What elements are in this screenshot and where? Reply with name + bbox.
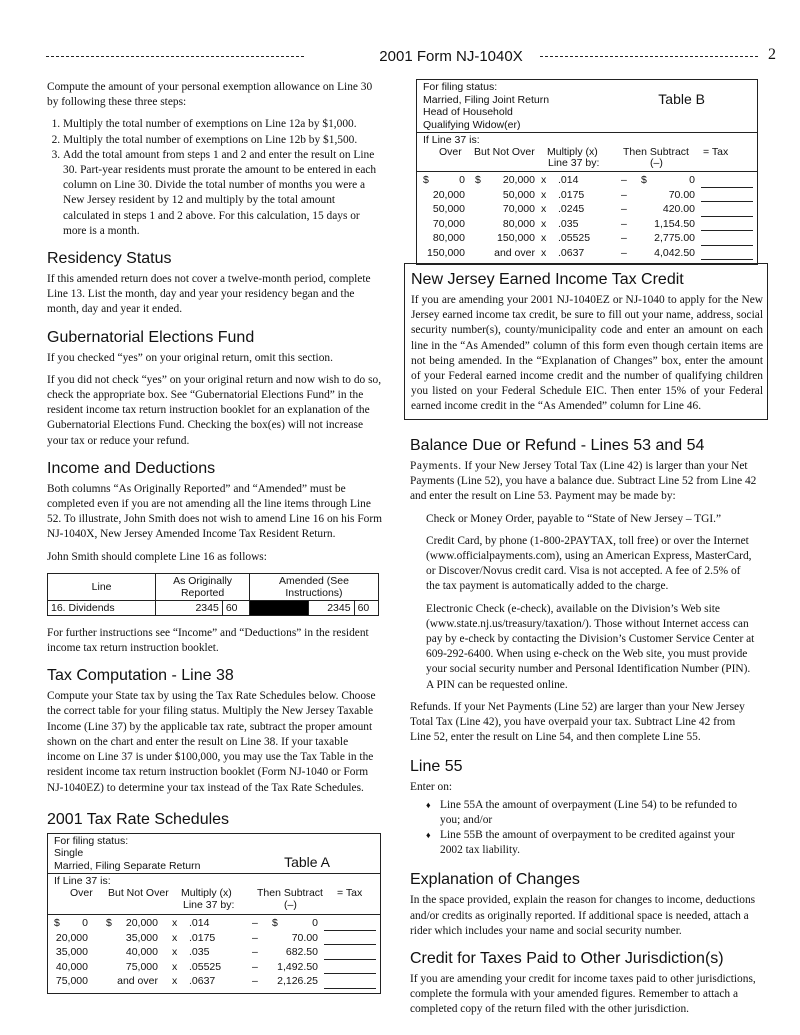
rate-value: .0245: [558, 203, 585, 216]
multiply-sign: x: [172, 975, 178, 988]
line37-header: Line 37 by:: [548, 157, 600, 170]
rate-value: .0175: [189, 931, 216, 944]
multiply-sign: x: [541, 203, 547, 216]
filing-status-label: For filing status:: [54, 834, 129, 847]
rate-row: [417, 218, 757, 233]
payments-paragraph: [410, 459, 757, 505]
explanation-text: In the space provided, explain the reason for changes to income, deductions and/or credits as originally reported. If additional space is needed, attach a rider which includes your name and social security number.: [410, 894, 756, 937]
filing-status: Qualifying Widow(er): [423, 118, 521, 131]
table-b-rows: [417, 172, 757, 264]
subtract-header: Then Subtract: [257, 887, 323, 900]
gubernatorial-heading: Gubernatorial Elections Fund: [47, 328, 255, 346]
left-column: [47, 80, 382, 994]
table-a-rows: [48, 915, 380, 993]
not-over-value: 70,000: [502, 203, 535, 216]
residency-text: If this amended return does not cover a twelve-month period, complete Line 13. List the month, day and year your residency began and the month, day and year it ended.: [47, 273, 371, 316]
tax-entry-line: [701, 216, 753, 217]
tax-entry-line: [324, 973, 376, 974]
income-p1: Both columns “As Originally Reported” and “Amended” must be completed even if you are not amending all the line items through Line 52. To illustrate, John Smith does not wish to amend Line 16 on his Form NJ-1040X, New Jersey Amended Income Tax Resident Return.: [47, 482, 383, 541]
col-amended-header: Amended (See Instructions): [249, 573, 378, 600]
rate-value: .0175: [558, 188, 585, 201]
tax-entry-line: [701, 245, 753, 246]
credit-card-paragraph: [410, 534, 757, 595]
over-value: 0: [82, 917, 88, 930]
rate-value: .014: [558, 174, 579, 187]
over-header: Over: [439, 146, 462, 159]
tax-entry-line: [324, 959, 376, 960]
minus-sign: –: [621, 246, 627, 259]
eitc-box: [404, 263, 768, 420]
tax-entry-line: [701, 187, 753, 188]
row-label: 16. Dividends: [48, 600, 156, 615]
multiply-header: Multiply (x): [547, 146, 598, 159]
line55-heading: Line 55: [410, 758, 463, 776]
income-heading: Income and Deductions: [47, 459, 216, 477]
rate-row: [48, 917, 380, 932]
filing-status: Single: [54, 847, 84, 860]
subtract-value: 0: [312, 917, 318, 930]
tax-header: = Tax: [337, 887, 363, 900]
schedules-heading: 2001 Tax Rate Schedules: [47, 810, 230, 828]
rate-value: .05525: [558, 232, 591, 245]
if-line-label: If Line 37 is:: [54, 875, 111, 888]
eitc-text: If you are amending your 2001 NJ-1040EZ or NJ-1040 to apply for the New Jersey earned income tax credit, be sure to fill out your name, address, social security number(s), county/municipality code and enter an amount on each line in the “As Amended” column of this form even though certain items are not being amended. In the “Explanation of Changes” box, enter the amount of your Federal earned income credit and the number of qualifying children you listed on your Federal Schedule EIC. Then enter 15% of your Federal earned income credit in the “As Amended” column for Line 46.: [411, 294, 763, 413]
filing-status: Married, Filing Separate Return: [54, 859, 201, 872]
over-value: 20,000: [55, 931, 88, 944]
minus-sign: –: [252, 917, 258, 930]
multiply-sign: x: [541, 174, 547, 187]
tax-header: = Tax: [703, 146, 729, 159]
subtract-value: 70.00: [291, 931, 318, 944]
subtract-value: 1,154.50: [654, 217, 695, 230]
rate-row: [417, 247, 757, 262]
not-over-value: and over: [117, 975, 158, 988]
income-p3: For further instructions see “Income” and “Deductions” in the resident income tax return instruction booklet.: [47, 626, 369, 655]
tax-entry-line: [324, 988, 376, 989]
exemption-step: 2. Multiply the total number of exemptions on Line 12b by $1,500.: [63, 133, 382, 148]
over-value: 70,000: [432, 217, 465, 230]
rate-value: .0637: [558, 246, 585, 259]
table-a-col-headers: [48, 874, 380, 915]
rate-row: [417, 189, 757, 204]
refunds-lead: Refunds.: [410, 700, 451, 713]
income-p2: John Smith should complete Line 16 as follows:: [47, 550, 267, 563]
orig-cents: 60: [222, 600, 249, 615]
col-line-header: Line: [48, 573, 156, 600]
over-value: 40,000: [55, 960, 88, 973]
line55-intro: Enter on:: [410, 781, 453, 794]
residency-heading: Residency Status: [47, 250, 172, 268]
subtract-header: Then Subtract: [623, 146, 689, 159]
multiply-sign: x: [172, 917, 178, 930]
tax-table-b: [416, 79, 758, 265]
rate-row: [48, 932, 380, 947]
filing-status: Head of Household: [423, 106, 513, 119]
subtract-value: 4,042.50: [654, 246, 695, 259]
over-value: 50,000: [432, 203, 465, 216]
rate-value: .035: [189, 946, 210, 959]
check-text: , payable to “State of New Jersey – TGI.”: [531, 512, 722, 525]
tax-entry-line: [701, 230, 753, 231]
subtract-value: 70.00: [668, 188, 695, 201]
tax-entry-line: [701, 201, 753, 202]
rate-row: [48, 946, 380, 961]
echeck-text: (e-check), available on the Division’s Web site (www.state.nj.us/treasury/taxation/). Those without Internet access can pay by e-check by contacting the Division’s Customer Service Center at 609-292-6400. When using e-check on the Web site, you must provide your social security number and Personal Identification Number (PIN). A PIN can be requested online.: [426, 602, 755, 691]
minus-sign: –: [621, 217, 627, 230]
not-over-value: 20,000: [502, 174, 535, 187]
multiply-sign: x: [172, 960, 178, 973]
if-line-label: If Line 37 is:: [423, 134, 480, 147]
exemption-step: 3. Add the total amount from steps 1 and 2 and enter the result on Line 30. Part-year residents must prorate the amount to be entered in each column on Line 30. Divide the total number of months you were a New Jersey resident by 12 and multiply by the total amount calculated in steps 1 and 2 above. For this calculation, 15 days or more is a month.: [63, 148, 382, 239]
rate-row: [417, 174, 757, 189]
minus-header: (–): [650, 157, 663, 170]
amended-cents: 60: [354, 600, 378, 615]
multiply-sign: x: [172, 931, 178, 944]
over-value: 75,000: [55, 975, 88, 988]
dollar-sign: $: [106, 917, 112, 930]
filing-status: Married, Filing Joint Return: [423, 93, 550, 106]
subtract-value: 2,775.00: [654, 232, 695, 245]
tax-table-a: [47, 833, 381, 994]
multiply-sign: x: [541, 188, 547, 201]
gubernatorial-p2: If you did not check “yes” on your original return and now wish to do so, check the appropriate box. See “Gubernatorial Elections Fund” in the resident income tax return instruction booklet for an explanation of the Gubernatorial Elections Fund. Checking the box(es) will not increase your tax or reduce your refund.: [47, 373, 382, 447]
line55-item: ♦ Line 55A the amount of overpayment (Line 54) to be refunded to you; and/or: [426, 798, 757, 828]
page-number: 2: [768, 46, 776, 63]
over-header: Over: [70, 887, 93, 900]
minus-sign: –: [621, 188, 627, 201]
payments-text: If your New Jersey Total Tax (Line 42) is larger than your Net Payments (Line 52), you have a balance due. Subtract Line 52 from Line 42 and enter the result on Line 53. Payment may be made by:: [410, 460, 757, 503]
over-value: 20,000: [432, 188, 465, 201]
exemption-step: 1. Multiply the total number of exemptions on Line 12a by $1,000.: [63, 117, 382, 132]
not-over-value: 50,000: [502, 188, 535, 201]
credit-card-text: , by phone (1-800-2PAYTAX, toll free) or over the Internet (www.officialpayments.com), using an American Express, MasterCard, or Discover/Novus credit card. Visa is not accepted. A fee of 2.5% of the tax payment is automatically added to the charge.: [426, 534, 752, 593]
line55-item: ♦ Line 55B the amount of overpayment to be credited against your 2002 tax liability.: [426, 828, 757, 858]
exemption-intro: Compute the amount of your personal exemption allowance on Line 30 by following these three steps:: [47, 81, 373, 109]
minus-sign: –: [252, 931, 258, 944]
subtract-value: 1,492.50: [277, 960, 318, 973]
table-a-title: Table A: [284, 853, 330, 870]
table-b-status-block: [417, 80, 757, 133]
rate-row: [417, 232, 757, 247]
dollar-sign: $: [423, 174, 429, 187]
exemption-steps: [47, 117, 382, 239]
minus-sign: –: [252, 960, 258, 973]
multiply-header: Multiply (x): [181, 887, 232, 900]
orig-dollars: 2345: [156, 600, 223, 615]
table-b-title: Table B: [658, 91, 705, 107]
amended-dollars: 2345: [309, 600, 354, 615]
dollar-sign: $: [272, 917, 278, 930]
check-paragraph: [410, 512, 757, 527]
not-over-value: 75,000: [125, 960, 158, 973]
rate-row: [417, 203, 757, 218]
multiply-sign: x: [172, 946, 178, 959]
table-a-status-block: [48, 834, 380, 875]
minus-header: (–): [284, 899, 297, 912]
credit-heading: Credit for Taxes Paid to Other Jurisdiction(s): [410, 950, 724, 968]
subtract-value: 0: [689, 174, 695, 187]
over-value: 0: [459, 174, 465, 187]
line37-header: Line 37 by:: [183, 899, 235, 912]
line55-list: [410, 798, 757, 859]
refunds-paragraph: [410, 700, 757, 746]
filing-status-label: For filing status:: [423, 81, 498, 93]
echeck-lead: Electronic Check: [426, 602, 505, 615]
tax-entry-line: [324, 930, 376, 931]
multiply-sign: x: [541, 246, 547, 259]
subtract-value: 2,126.25: [277, 975, 318, 988]
credit-card-lead: Credit Card: [426, 534, 480, 547]
check-lead: Check or Money Order: [426, 512, 532, 525]
echeck-paragraph: [410, 602, 757, 693]
form-title: 2001 Form NJ-1040X: [379, 48, 523, 65]
dollar-sign: $: [475, 174, 481, 187]
minus-sign: –: [621, 203, 627, 216]
table-b-col-headers: [417, 133, 757, 172]
gubernatorial-p1: If you checked “yes” on your original return, omit this section.: [47, 351, 333, 364]
tax-entry-line: [701, 259, 753, 260]
multiply-sign: x: [541, 232, 547, 245]
over-value: 80,000: [432, 232, 465, 245]
over-value: 35,000: [55, 946, 88, 959]
not-over-header: But Not Over: [108, 887, 169, 900]
rate-value: .0637: [189, 975, 216, 988]
balance-heading: Balance Due or Refund - Lines 53 and 54: [410, 437, 705, 454]
page-header: [46, 46, 776, 70]
eitc-heading: New Jersey Earned Income Tax Credit: [411, 271, 684, 288]
multiply-sign: x: [541, 217, 547, 230]
header-rule-left: [46, 56, 304, 57]
dollar-sign: $: [54, 917, 60, 930]
minus-sign: –: [621, 232, 627, 245]
not-over-header: But Not Over: [474, 146, 535, 159]
header-rule-right: [540, 56, 758, 57]
explanation-heading: Explanation of Changes: [410, 871, 580, 889]
refunds-text: If your Net Payments (Line 52) are larger than your New Jersey Total Tax (Line 42), you have overpaid your tax. Subtract Line 42 from Line 52, enter the result on Line 54, and then complete Line 55.: [410, 700, 745, 744]
rate-row: [48, 975, 380, 990]
tax-computation-text: Compute your State tax by using the Tax Rate Schedules below. Choose the correct table for your filing status. Multiply the New Jersey Taxable Income (Line 37) by the applicable tax rate, subtract the proper amount shown on the chart and enter the result on Line 38. If your taxable income on Line 37 is under $100,000, you may use the Tax Table in the resident income tax return instruction booklet (Form NJ-1040 or Form NJ-1040EZ) to determine your tax instead of the Tax Rate Schedules.: [47, 690, 376, 794]
not-over-value: 20,000: [125, 917, 158, 930]
col-orig-header: As Originally Reported: [156, 573, 250, 600]
rate-value: .035: [558, 217, 579, 230]
tax-computation-heading: Tax Computation - Line 38: [47, 667, 234, 685]
blacked-out-cell: [249, 600, 308, 615]
not-over-value: 150,000: [497, 232, 535, 245]
rate-value: .014: [189, 917, 210, 930]
rate-row: [48, 961, 380, 976]
payments-lead: Payments.: [410, 460, 462, 472]
subtract-value: 682.50: [285, 946, 318, 959]
dividends-example-table: [47, 573, 379, 616]
not-over-value: 35,000: [125, 931, 158, 944]
not-over-value: and over: [494, 246, 535, 259]
tax-entry-line: [324, 944, 376, 945]
not-over-value: 80,000: [502, 217, 535, 230]
minus-sign: –: [252, 975, 258, 988]
rate-value: .05525: [189, 960, 222, 973]
subtract-value: 420.00: [662, 203, 695, 216]
dollar-sign: $: [641, 174, 647, 187]
right-column: [410, 426, 757, 1025]
not-over-value: 40,000: [125, 946, 158, 959]
over-value: 150,000: [427, 246, 465, 259]
minus-sign: –: [252, 946, 258, 959]
credit-text: If you are amending your credit for income taxes paid to other jurisdictions, complete the formula with your amended figures. Remember to attach a completed copy of the return filed with the other jurisdiction.: [410, 973, 756, 1016]
minus-sign: –: [621, 174, 627, 187]
